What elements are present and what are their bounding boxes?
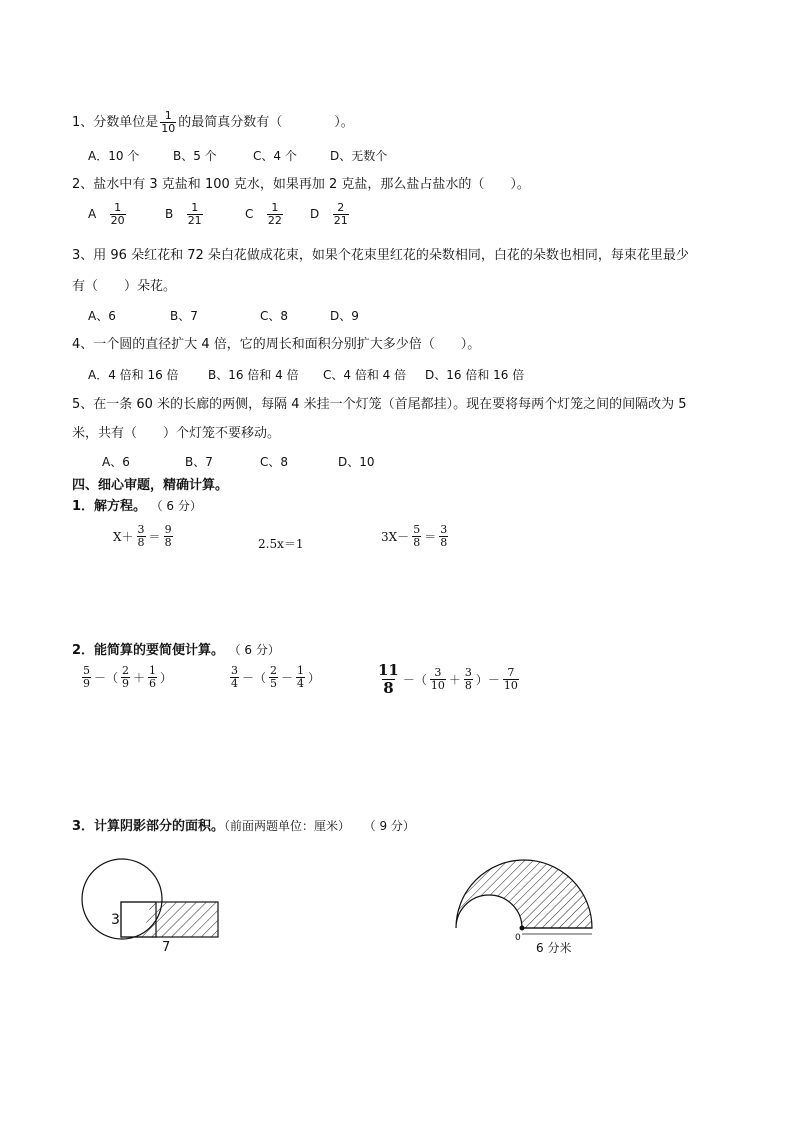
question-2: 2、盐水中有 3 克盐和 100 克水，如果再加 2 克盐，那么盐占盐水的（ ）。 [72,177,530,192]
equation-1: X＋ $\frac{3}{8}$ ＝ $\frac{9}{8}$ [113,523,172,549]
expression-2: $\frac{3}{4}$ －（ $\frac{2}{5}$ － $\frac{1}{4}$ ） [231,664,321,690]
q3-option-c: C、8 [260,309,289,323]
section-4-title: 四、细心审题，精确计算。 [72,478,229,493]
figure-circle-rectangle [70,850,270,970]
q1-fraction: $\frac{1}{10}$ [161,109,176,135]
q4-option-d: D、16 倍和 16 倍 [425,368,525,382]
q1-prefix: 1、分数单位是 [72,115,159,130]
circle [82,859,162,939]
shaded-region-1 [136,902,218,937]
equation-3: 3X－ $\frac{5}{8}$ ＝ $\frac{3}{8}$ [381,523,448,549]
center-point [520,926,525,931]
expression-1: $\frac{5}{9}$ －（ $\frac{2}{9}$ ＋ $\frac{1}{6}$ ） [83,664,173,690]
q4-option-b: B、16 倍和 4 倍 [208,368,299,382]
q3-option-d: D、9 [330,309,359,323]
origin-label: 0 [515,933,521,943]
part-1-title: 1．解方程。 （ 6 分） [72,499,202,514]
part-2-title: 2．能简算的要简便计算。 （ 6 分） [72,643,280,658]
q5-option-a: A、6 [102,455,130,469]
q3-option-b: B、7 [170,309,198,323]
q1-suffix: 的最简真分数有（ ）。 [178,115,354,130]
q3-option-a: A、6 [88,309,116,323]
side-label: 3 [111,912,120,928]
part-3-title: 3．计算阴影部分的面积。（前面两题单位：厘米） （ 9 分） [72,819,415,834]
q2-option-b: B $\frac{1}{21}$ [165,201,202,227]
question-4: 4、一个圆的直径扩大 4 倍，它的周长和面积分别扩大多少倍（ ）。 [72,337,481,352]
q5-option-b: B、7 [185,455,213,469]
question-5-line-2: 米，共有（ ）个灯笼不要移动。 [72,426,281,441]
question-5-line-1: 5、在一条 60 米的长廊的两侧，每隔 4 米挂一个灯笼（首尾都挂）。现在要将每两个灯笼之间的间隔改为 5 [72,397,687,412]
q2-option-d: D $\frac{2}{21}$ [310,201,348,227]
width-label: 6 分米 [536,941,572,955]
equation-2: 2.5x＝1 [258,537,304,551]
q2-option-a: A $\frac{1}{20}$ [88,201,125,227]
shaded-region-2 [456,860,592,928]
q4-option-c: C、4 倍和 4 倍 [323,368,407,382]
bottom-label: 7 [162,940,171,955]
q5-option-c: C、8 [260,455,289,469]
question-3-line-1: 3、用 96 朵红花和 72 朵白花做成花束，如果个花束里红花的朵数相同，白花的朵数也相同，每束花里最少 [72,248,689,263]
question-1 [72,110,354,135]
expression-3: $\frac{11}{8}$ －（ $\frac{3}{10}$ ＋ $\frac{3}{8}$ ）－ $\frac{7}{10}$ [378,661,518,697]
q5-option-d: D、10 [338,455,375,469]
q1-option-b: B、5 个 [173,149,217,163]
q1-option-d: D、无数个 [330,149,388,163]
q4-option-a: A．4 倍和 16 倍 [88,368,179,382]
figure-half-annulus [448,852,618,962]
q1-option-a: A．10 个 [88,149,140,163]
q2-option-c: C $\frac{1}{22}$ [245,201,282,227]
question-3-line-2: 有（ ）朵花。 [72,279,177,294]
q1-option-c: C、4 个 [253,149,297,163]
